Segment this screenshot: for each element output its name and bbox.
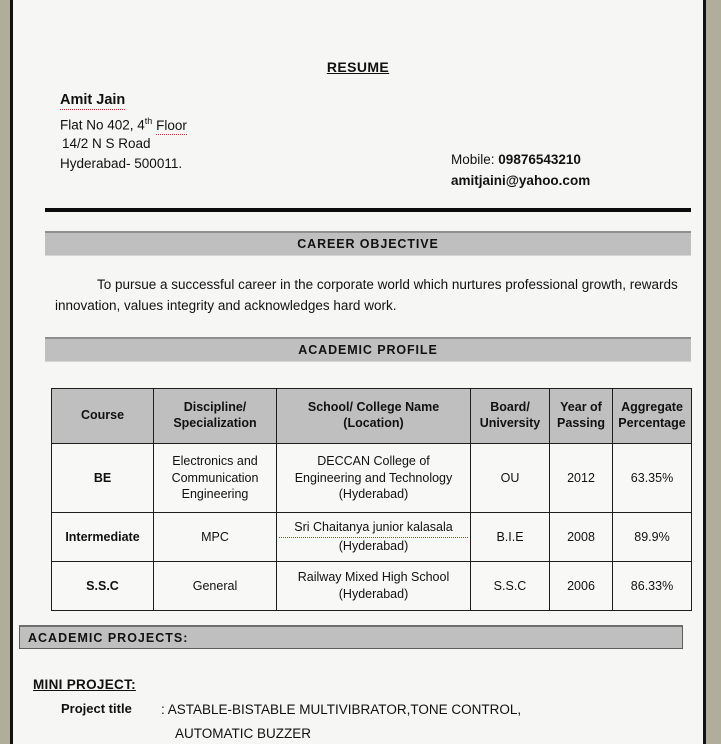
section-heading-academic-projects: ACADEMIC PROJECTS: [19, 625, 683, 649]
column-header-discipline: Discipline/ Specialization [154, 389, 277, 444]
address-line-3: Hyderabad- 500011. [60, 156, 183, 171]
cell-board: B.I.E [471, 513, 550, 562]
contact-mobile-number: 09876543210 [498, 152, 581, 167]
contact-mobile-label: Mobile: [451, 152, 495, 167]
table-row [52, 562, 692, 611]
section-heading-career-objective: CAREER OBJECTIVE [45, 231, 691, 256]
column-header-school: School/ College Name (Location) [277, 389, 471, 444]
project-title-label: Project title [61, 701, 132, 716]
cell-board: OU [471, 444, 550, 513]
cell-school: Railway Mixed High School (Hyderabad) [277, 562, 471, 611]
address-line-2: 14/2 N S Road [62, 136, 151, 151]
cell-school: DECCAN College of Engineering and Technology (Hyderabad) [277, 444, 471, 513]
cell-discipline: Electronics and Communication Engineering [154, 444, 277, 513]
project-title-line-1: : ASTABLE-BISTABLE MULTIVIBRATOR,TONE CONTROL, [161, 702, 522, 717]
mini-project-heading: MINI PROJECT: [33, 677, 136, 692]
section-heading-academic-profile: ACADEMIC PROFILE [45, 337, 691, 362]
cell-percentage: 86.33% [613, 562, 692, 611]
cell-course: BE [52, 444, 154, 513]
header-divider [45, 208, 691, 212]
cell-year: 2008 [550, 513, 613, 562]
document-title-text: RESUME [326, 59, 390, 75]
table-row [52, 513, 692, 562]
address-line-1 [60, 116, 187, 133]
column-header-year: Year of Passing [550, 389, 613, 444]
candidate-name [60, 92, 125, 109]
cell-course: S.S.C [52, 562, 154, 611]
cell-school: Sri Chaitanya junior kalasala (Hyderabad) [277, 513, 471, 562]
cell-course: Intermediate [52, 513, 154, 562]
contact-mobile [451, 152, 581, 168]
column-header-board: Board/ University [471, 389, 550, 444]
table-header-row [52, 389, 692, 444]
cell-discipline: General [154, 562, 277, 611]
table-row [52, 444, 692, 513]
cell-percentage: 89.9% [613, 513, 692, 562]
contact-email: amitjaini@yahoo.com [451, 173, 591, 188]
academic-profile-table [51, 388, 692, 611]
address-line-1-pre: Flat No 402, 4 [60, 117, 145, 133]
column-header-course: Course [52, 389, 154, 444]
ordinal-suffix: th [144, 116, 153, 126]
cell-board: S.S.C [471, 562, 550, 611]
project-title-line-2: AUTOMATIC BUZZER [175, 726, 312, 741]
column-header-percentage: Aggregate Percentage [613, 389, 692, 444]
cell-year: 2006 [550, 562, 613, 611]
career-objective-body: To pursue a successful career in the corporate world which nurtures professional growth, rewards innovation, values integrity and acknowledges hard work. [55, 277, 678, 313]
address-line-1-post: Floor [156, 117, 187, 133]
document-page [10, 0, 706, 744]
document-title [13, 59, 703, 75]
cell-discipline: MPC [154, 513, 277, 562]
candidate-first-name: Amit Jain [60, 92, 126, 108]
cell-percentage: 63.35% [613, 444, 692, 513]
cell-year: 2012 [550, 444, 613, 513]
